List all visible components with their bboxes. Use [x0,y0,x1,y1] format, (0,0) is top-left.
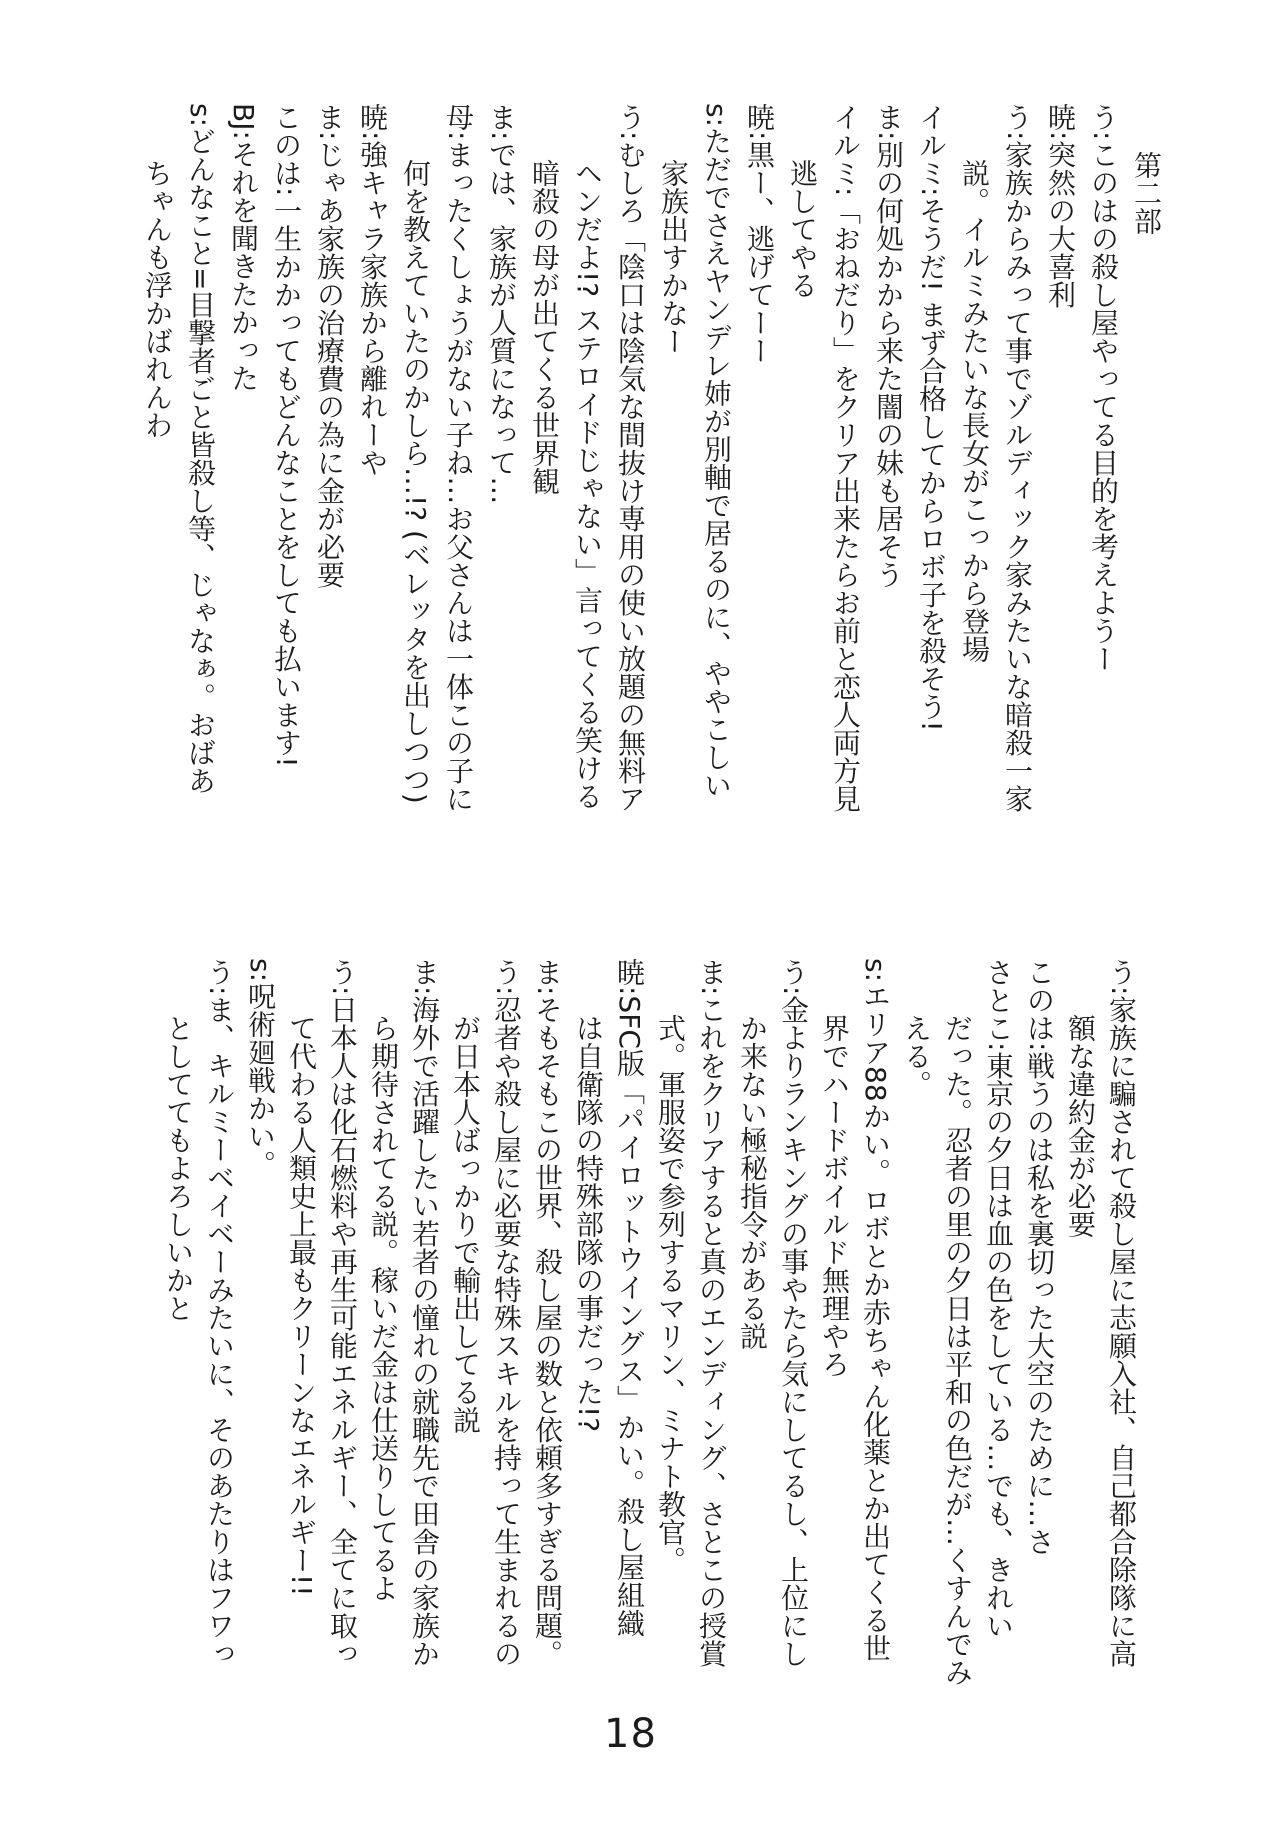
text-column: 暁:突然の大喜利 [1044,103,1077,309]
page-number: 18 [604,1711,657,1757]
text-column: 母:まったくしょうがない子ね…お父さんは一体この子に [442,103,475,813]
dialogue-block-bottom [158,958,1142,1758]
text-column: ま:別の何処かから来た闇の妹も居そう [872,103,905,589]
text-column: て代わる人類史上最もクリーンなエネルギー!! [285,1014,318,1597]
text-column: 暁:強キャラ家族から離れーや [356,103,389,477]
text-column: う:ま、キルミーベイベーみたいに、そのあたりはフワっ [203,958,236,1668]
text-column: は自衛隊の特殊部隊の事だった!? [572,1014,605,1433]
text-column: う:日本人は化石燃料や再生可能エネルギー、全てに取っ [326,958,359,1668]
text-column: としててもよろしいかと [162,1014,195,1322]
text-column: 説。イルミみたいな長女がこっから登場 [958,159,991,663]
text-column: ヘンだよ!? ステロイドじゃない」言ってくる笑ける [571,159,604,810]
text-column: ら期待されてる説。稼いだ金は仕送りしてるよ [367,1014,400,1602]
text-column: ま:これをクリアすると真のエンディング、さとこの授賞 [695,958,728,1668]
text-column: う:家族からみって事でゾルディック家みたいな暗殺一家 [1001,103,1034,813]
text-column: ま:そもそもこの世界、殺し屋の数と依頼多すぎる問題。 [531,958,564,1668]
dialogue-block-top [136,103,1168,903]
text-column: 何を教えていたのかしら…!? (ベレッタを出しつつ) [399,159,432,804]
text-column: s:ただでさえヤンデレ姉が別軸で居るのに、ややこしい [700,103,733,800]
text-column: か来ない極秘指令がある説 [736,1014,769,1350]
text-column: が日本人ばっかりで輸出してる説 [449,1014,482,1434]
text-column: う:むしろ「陰口は陰気な間抜け専用の使い放題の無料ア [614,103,647,813]
text-column: 逃してやる [786,159,819,299]
text-column: イルミ:そうだ! まず合格してからロボ子を殺そう! [915,103,948,732]
text-column: イルミ:「おねだり」をクリア出来たらお前と恋人両方見 [829,103,862,813]
text-column: s:エリア88かい。ロボとか赤ちゃん化薬とか出てくる世 [859,958,892,1662]
text-column: 暁:黒ー、逃げてーー [743,103,776,365]
text-column: 暁:SFC版「パイロットウイングス」かい。殺し屋組織 [613,958,646,1637]
text-column: 式。軍服姿で参列するマリン、ミナト教官。 [654,1014,687,1574]
text-column: う:このはの殺し屋やってる目的を考えようー [1087,103,1120,673]
text-column: ちゃんも浮かばれんわ [141,159,174,439]
text-column: う:金よりランキングの事やたら気にしてるし、上位にし [777,958,810,1668]
text-column: BJ:それを聞きたかった [227,103,260,392]
text-column: このは:戦うのは私を裏切った大空のために…さ [1023,958,1056,1556]
text-column: だった。忍者の里の夕日は平和の色だが…くすんでみ [941,1014,974,1686]
text-column: 暗殺の母が出てくる世界観 [528,159,561,495]
text-column: える。 [900,1014,933,1098]
text-column: このは:一生かかってもどんなことをしても払います! [270,103,303,768]
text-column: s:呪術廻戦かい。 [244,958,277,1179]
text-column: ま:じゃあ家族の治療費の為に金が必要 [313,103,346,589]
part-heading: 第二部 [1130,151,1163,235]
text-column: ま:では、家族が人質になって… [485,103,518,505]
text-column: s:どんなこと=目撃者ごと皆殺し等、じゃなぁ。おばあ [184,103,217,795]
text-column: う:家族に騙されて殺し屋に志願入社、自己都合除隊に高 [1105,958,1138,1668]
text-column: う:忍者や殺し屋に必要な特殊スキルを持って生まれるの [490,958,523,1668]
text-column: 額な違約金が必要 [1064,1014,1097,1238]
text-column: さとこ:東京の夕日は血の色をしている…でも、きれい [982,958,1015,1640]
text-column: 界でハードボイルド無理やろ [818,1014,851,1378]
text-column: ま:海外で活躍したい若者の憧れの就職先で田舎の家族か [408,958,441,1668]
text-column: 家族出すかなー [657,159,690,355]
